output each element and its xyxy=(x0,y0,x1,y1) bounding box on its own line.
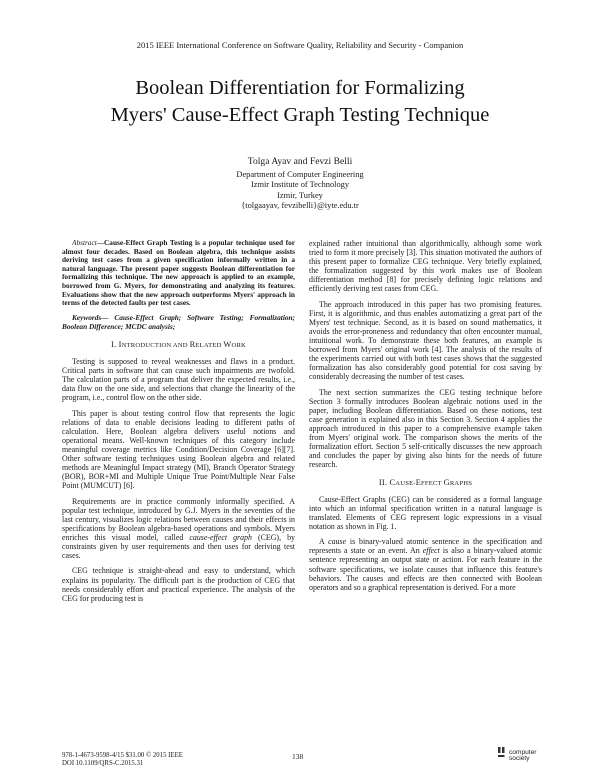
logo-text xyxy=(509,750,537,763)
paper-title xyxy=(40,75,560,129)
author-institute: Izmir Institute of Technology xyxy=(250,180,350,190)
abstract xyxy=(62,239,295,308)
author-email: {tolgaayav, fevzibelli}@iyte.edu.tr xyxy=(241,201,359,211)
intro-paragraph-7: The next section summarizes the CEG testing technique before Section 3 formally introduces Boolean algebraic notions used in the paper, including Boolean differentiation. Based on these notions, test case generation is explained also in this Section 3. Section 4 applies the approach introduced in this paper to a comprehensive example taken from Myers' original work. The comparison shows the merits of the formalization effort. Section 5 self-critically discusses the new approach and concludes the paper by giving also hints for the needs of future research. xyxy=(309,387,542,470)
ceg-paragraph-1: Cause-Effect Graphs (CEG) can be considered as a formal language into which an informal specification written in a natural language is translated. Elements of CEG represent logic expressions in a visual notation as shown in Fig. 1. xyxy=(309,494,542,531)
conference-header: 2015 IEEE International Conference on Software Quality, Reliability and Security - Companion xyxy=(136,40,464,50)
section-heading-1: I. INTRODUCTION AND RELATED WORK xyxy=(110,340,247,350)
ceg-paragraph-2: A cause is binary-valued atomic sentence in the specification and represents a state or an event. An effect is also a binary-valued atomic sentence representing an output state or action. For each feature in the software specifications, we isolate causes that influence this feature's behaviors. The causes and effects are then connected with Boolean operators and so a graphical representation is derived. For a more xyxy=(309,537,542,592)
left-column xyxy=(62,239,295,603)
author-names: Tolga Ayav and Fevzi Belli xyxy=(247,156,353,167)
intro-paragraph-3: Requirements are in practice commonly informally specified. A popular test technique, introduced by G.J. Myers in the seventies of the last century, visualizes logic relations between causes and their effects in specifications by Boolean algebra-based operations and symbols. Myers enriches this visual model, called cause-effect graph (CEG), by constraints given by user requirements and then uses for deriving test cases. xyxy=(62,496,295,560)
intro-paragraph-1: Testing is supposed to reveal weaknesses and flaws in a product. Critical parts in software that can cause such impairments are twofold. The calculation parts of a program that deliver the expected results, i.e., data flow on the one side, and selections that change the linearity of the program, i.e., control flow on the other side. xyxy=(62,356,295,403)
logo-line-1: computer xyxy=(509,749,537,756)
ieee-computer-society-logo xyxy=(497,744,543,770)
author-city: Izmir, Turkey xyxy=(277,190,323,200)
abstract-text: —Cause-Effect Graph Testing is a popular technique used for almost four decades. Based on Boolean algebra, this technique assists deriving test cases from a given specification informally written in a natural language. The present paper suggests Boolean differentiation for formalizing this technique. The new approach is applied to an example, borrowed from G. Myers, for demonstrating and analyzing its features. Evaluations show that the new approach outperforms Myers' approach in terms of the detected faults per test cases. xyxy=(62,238,295,308)
keywords: Keywords— Cause-Effect Graph; Software Testing; Formalization; Boolean Difference; MCDC analysis; xyxy=(62,313,295,331)
author-department: Department of Computer Engineering xyxy=(236,169,364,179)
abstract-label: Abstract xyxy=(72,238,97,247)
section-heading-2: II. CAUSE-EFFECT GRAPHS xyxy=(378,478,473,488)
page-number: 138 xyxy=(292,752,304,761)
logo-line-2: society xyxy=(509,755,530,763)
intro-paragraph-6: The approach introduced in this paper has two promising features. First, it is algorithmic, and thus enables automatizing a great part of the Myers' test technique. Second, as it is based on sound mathematics, it avoids the error-proneness and redundancy that often encounter manual, intuitional work. To demonstrate these both features, an example is borrowed from Myers' original work [4]. The analysis of the results of the experiments carried out with both test cases shows that the suggested formalization has also considerably good potential for cost saving by considerably decreasing the number of test cases. xyxy=(309,299,542,382)
footer-copyright xyxy=(62,752,183,769)
title-line-1: Boolean Differentiation for Formalizing xyxy=(135,77,465,99)
title-line-2: Myers' Cause-Effect Graph Testing Technique xyxy=(110,104,490,126)
intro-paragraph-4: CEG technique is straight-ahead and easy to understand, which explains its popularity. The difficult part is the production of CEG that needs considerably effort and practical experience. The analysis of the CEG for producing test is xyxy=(62,566,295,603)
intro-paragraph-2: This paper is about testing control flow that represents the logic relations of data to enable decisions leading to different paths of calculation. Here, Boolean algebra delivers useful notions and operational means. Well-known techniques of this category include meaningful coverage metrics like Condition/Decision Coverage [6][7]. Other software testing techniques using Boolean algebra and related methods are Meaningful Impact strategy (MI), Branch Operator Strategy (BOR), BOR+MI and Multiple Unique True Point/Multiple Near False Point (MUMCUT) [6]. xyxy=(62,408,295,491)
footer-doi: DOI 10.1109/QRS-C.2015.31 xyxy=(62,760,144,768)
right-column xyxy=(309,239,542,592)
author-block xyxy=(0,157,600,212)
footer-isbn: 978-1-4673-9598-4/15 $31.00 © 2015 IEEE xyxy=(62,752,183,759)
intro-paragraph-5: explained rather intuitional than algorithmically, although some work tried to form it more precisely [3]. This situation motivated the authors of this present paper to formalize CEG technique. Very briefly explained, the formalization suggested by this work makes use of Boolean differentiation method [8] for precisely defining logic relations and efficiently deriving test cases from CEG. xyxy=(309,239,542,294)
computer-society-mark-icon xyxy=(497,746,509,766)
